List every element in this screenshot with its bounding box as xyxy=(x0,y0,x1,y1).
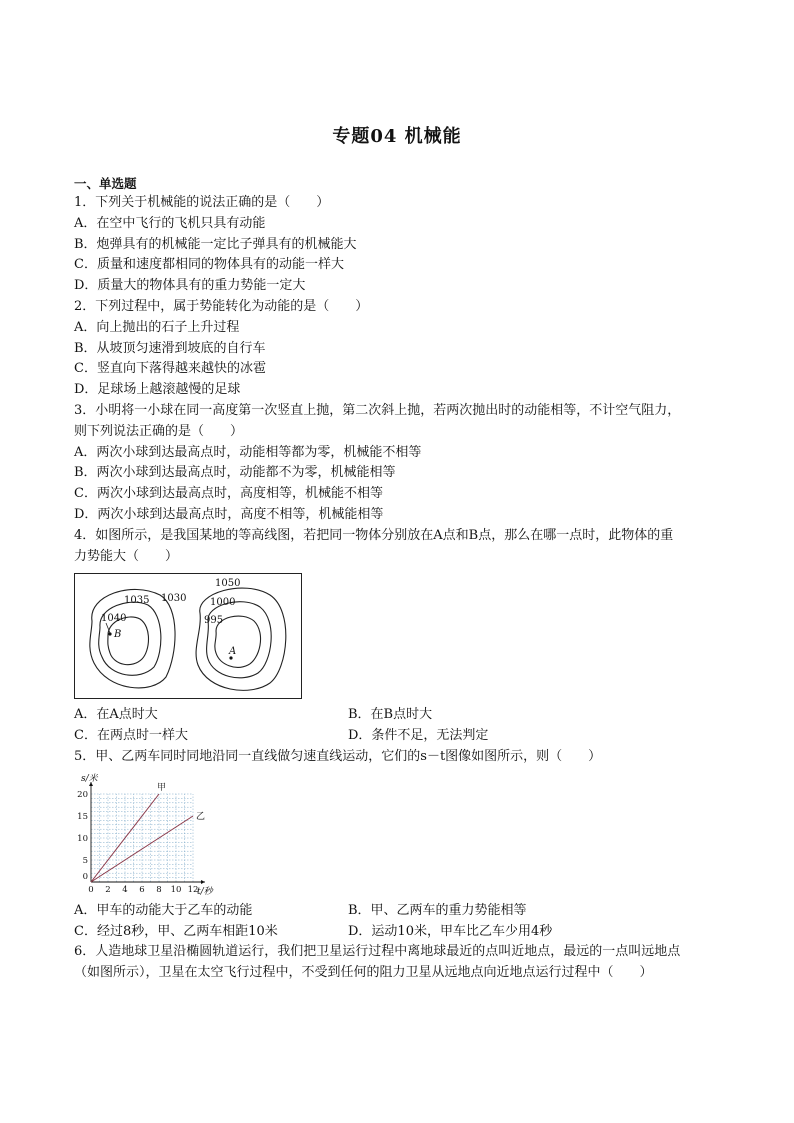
point-a-label: A xyxy=(229,646,237,658)
q2-option-d: D．足球场上越滚越慢的足球 xyxy=(74,382,241,398)
question-list xyxy=(74,193,724,984)
q5-option-a: A．甲车的动能大于乙车的动能 xyxy=(74,902,253,918)
st-series-label-0: 甲 xyxy=(157,782,167,793)
st-x-tick-label: 2 xyxy=(105,884,111,895)
q3-option-c: C．两次小球到达最高点时，高度相等，机械能不相等 xyxy=(74,486,383,502)
q3-option-d: D．两次小球到达最高点时，高度不相等，机械能相等 xyxy=(74,506,384,522)
q6-stem-line1: 6．人造地球卫星沿椭圆轨道运行，我们把卫星运行过程中离地球最近的点叫近地点，最远的一点叫远地点 xyxy=(74,944,681,960)
st-x-tick-label: 4 xyxy=(122,884,128,895)
st-y-tick-label: 20 xyxy=(77,789,88,800)
st-y-axis-label: s/米 xyxy=(81,773,98,784)
q5-stem: 5．甲、乙两车同时同地沿同一直线做匀速直线运动，它们的s－t图像如图所示，则（ ） xyxy=(74,748,602,764)
q4-option-a: A．在A点时大 xyxy=(74,707,158,723)
st-x-tick-label: 8 xyxy=(156,884,162,895)
q2-option-c: C．竖直向下落得越来越快的冰雹 xyxy=(74,361,266,377)
q4-option-b: B．在B点时大 xyxy=(348,707,433,723)
q4-option-d: D．条件不足，无法判定 xyxy=(348,728,489,744)
st-x-tick-label: 0 xyxy=(88,884,94,895)
q5-options-row2 xyxy=(74,922,724,943)
contour-line-left-inner xyxy=(108,617,149,665)
q1-stem: 1．下列关于机械能的说法正确的是（ ） xyxy=(74,195,330,210)
st-y-tick-label: 0 xyxy=(82,871,88,882)
page-title: 专题04 机械能 xyxy=(332,126,462,147)
st-y-tick-label: 15 xyxy=(77,811,88,822)
contour-line-right-middle xyxy=(207,602,272,678)
q4-options-row2 xyxy=(74,726,724,747)
q4-stem-line2: 力势能大（ ） xyxy=(74,548,179,564)
q2-option-b: B．从坡顶匀速滑到坡底的自行车 xyxy=(74,340,266,356)
contour-label-1035: 1035 xyxy=(124,595,150,607)
q3-stem-line2: 则下列说法正确的是（ ） xyxy=(74,423,244,439)
q1-option-a: A．在空中飞行的飞机只具有动能 xyxy=(74,215,266,231)
st-series-label-1: 乙 xyxy=(196,811,206,822)
st-x-tick-label: 6 xyxy=(139,884,145,895)
st-graph-figure xyxy=(74,772,224,897)
st-x-tick-label: 12 xyxy=(187,884,199,895)
q1-option-b: B．炮弹具有的机械能一定比子弹具有的机械能大 xyxy=(74,236,357,252)
q5-option-d: D．运动10米，甲车比乙车少用4秒 xyxy=(348,923,553,939)
st-y-tick-label: 5 xyxy=(82,855,88,866)
q4-option-c: C．在两点时一样大 xyxy=(74,728,188,744)
st-grid xyxy=(91,794,193,882)
section-heading: 一、单选题 xyxy=(74,176,137,191)
point-b-label: B xyxy=(114,629,122,641)
contour-label-995: 995 xyxy=(204,615,224,627)
st-y-tick-label: 10 xyxy=(77,833,88,844)
q5-options-row1 xyxy=(74,901,724,922)
q4-stem-line1: 4．如图所示，是我国某地的等高线图，若把同一物体分别放在A点和B点，那么在哪一点时，此物体的重 xyxy=(74,527,674,543)
q2-option-a: A．向上抛出的石子上升过程 xyxy=(74,319,240,335)
contour-label-1040: 1040 xyxy=(101,613,127,625)
q4-options-row1 xyxy=(74,705,724,726)
contour-label-1050: 1050 xyxy=(215,578,241,590)
contour-label-1000: 1000 xyxy=(210,597,236,609)
q5-option-c: C．经过8秒，甲、乙两车相距10米 xyxy=(74,923,278,939)
contour-label-1030: 1030 xyxy=(161,593,187,605)
q3-option-a: A．两次小球到达最高点时，动能相等都为零，机械能不相等 xyxy=(74,444,422,460)
q3-option-b: B．两次小球到达最高点时，动能都不为零，机械能相等 xyxy=(74,465,396,481)
q6-stem-line2: （如图所示），卫星在太空飞行过程中，不受到任何的阻力卫星从远地点向近地点运行过程中（ ） xyxy=(74,965,653,981)
point-b-marker xyxy=(108,633,111,636)
contour-map-figure xyxy=(74,573,302,699)
st-x-tick-label: 10 xyxy=(170,884,182,895)
q1-option-c: C．质量和速度都相同的物体具有的动能一样大 xyxy=(74,257,344,273)
q1-option-d: D．质量大的物体具有的重力势能一定大 xyxy=(74,278,306,294)
q3-stem-line1: 3．小明将一小球在同一高度第一次竖直上抛，第二次斜上抛，若两次抛出时的动能相等，不计空气阻力， xyxy=(74,402,681,418)
q2-stem: 2．下列过程中，属于势能转化为动能的是（ ） xyxy=(74,298,369,314)
st-x-axis-arrow xyxy=(201,880,205,884)
q5-option-b: B．甲、乙两车的重力势能相等 xyxy=(348,902,527,918)
st-x-axis-label: t/秒 xyxy=(197,886,213,897)
